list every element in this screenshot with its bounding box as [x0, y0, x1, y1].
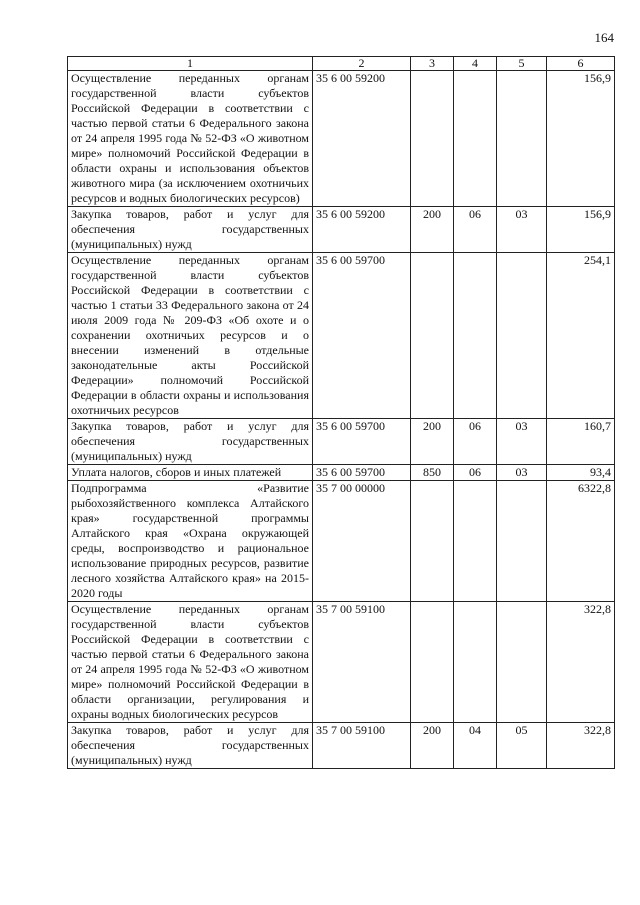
- section-code: [454, 481, 497, 602]
- table-row: [68, 253, 615, 419]
- item-name: Закупка товаров, работ и услуг для обеспечения государственных (муниципальных) нужд: [68, 419, 313, 465]
- table-row: [68, 419, 615, 465]
- section-code: 06: [454, 207, 497, 253]
- column-header: 4: [454, 57, 497, 71]
- expense-type-code: [411, 71, 454, 207]
- section-code: [454, 253, 497, 419]
- amount: 254,1: [547, 253, 615, 419]
- expense-type-code: [411, 481, 454, 602]
- table-row: [68, 465, 615, 481]
- column-header: 5: [497, 57, 547, 71]
- target-article-code: 35 6 00 59700: [313, 465, 411, 481]
- subsection-code: [497, 602, 547, 723]
- section-code: 06: [454, 419, 497, 465]
- section-code: [454, 602, 497, 723]
- section-code: 04: [454, 723, 497, 769]
- column-header: 2: [313, 57, 411, 71]
- target-article-code: 35 7 00 00000: [313, 481, 411, 602]
- item-name: Осуществление переданных органам государственной власти субъектов Российской Федерации в соответствии с частью первой статьи 6 Федерального закона от 24 апреля 1995 года № 52-ФЗ «О животном мире» полномочий Российской Федерации в области организации, регулирования и охраны водных биологических ресурсов: [68, 602, 313, 723]
- column-header: 6: [547, 57, 615, 71]
- target-article-code: 35 6 00 59700: [313, 253, 411, 419]
- column-header: 3: [411, 57, 454, 71]
- item-name: Уплата налогов, сборов и иных платежей: [68, 465, 313, 481]
- subsection-code: [497, 481, 547, 602]
- section-code: 06: [454, 465, 497, 481]
- column-header: 1: [68, 57, 313, 71]
- amount: 322,8: [547, 602, 615, 723]
- item-name: Осуществление переданных органам государственной власти субъектов Российской Федерации в соответствии с частью первой статьи 6 Федерального закона от 24 апреля 1995 года № 52-ФЗ «О животном мире» полномочий Российской Федерации в области охраны и использования объектов животного мира (за исключением охотничьих ресурсов и водных биологических ресурсов): [68, 71, 313, 207]
- expense-type-code: 850: [411, 465, 454, 481]
- item-name: Осуществление переданных органам государственной власти субъектов Российской Федерации в соответствии с частью 1 статьи 33 Федерального закона от 24 июля 2009 года № 209-ФЗ «Об охоте и о сохранении охотничьих ресурсов и о внесении изменений в отдельные законодательные акты Российской Федерации» полномочий Российской Федерации в области охраны и использования охотничьих ресурсов: [68, 253, 313, 419]
- budget-table: [67, 56, 615, 769]
- target-article-code: 35 7 00 59100: [313, 602, 411, 723]
- table-row: [68, 723, 615, 769]
- expense-type-code: [411, 253, 454, 419]
- item-name: Подпрограмма «Развитие рыбохозяйственного комплекса Алтайского края» государственной программы Алтайского края «Охрана окружающей среды, воспроизводство и рациональное использование природных ресурсов, развитие лесного хозяйства Алтайского края» на 2015-2020 годы: [68, 481, 313, 602]
- expense-type-code: 200: [411, 419, 454, 465]
- section-code: [454, 71, 497, 207]
- amount: 156,9: [547, 71, 615, 207]
- expense-type-code: 200: [411, 723, 454, 769]
- target-article-code: 35 6 00 59200: [313, 71, 411, 207]
- item-name: Закупка товаров, работ и услуг для обеспечения государственных (муниципальных) нужд: [68, 723, 313, 769]
- target-article-code: 35 7 00 59100: [313, 723, 411, 769]
- expense-type-code: [411, 602, 454, 723]
- table-row: [68, 481, 615, 602]
- amount: 6322,8: [547, 481, 615, 602]
- subsection-code: [497, 253, 547, 419]
- target-article-code: 35 6 00 59700: [313, 419, 411, 465]
- table-row: [68, 71, 615, 207]
- table-row: [68, 602, 615, 723]
- item-name: Закупка товаров, работ и услуг для обеспечения государственных (муниципальных) нужд: [68, 207, 313, 253]
- amount: 322,8: [547, 723, 615, 769]
- amount: 156,9: [547, 207, 615, 253]
- amount: 160,7: [547, 419, 615, 465]
- page-number: 164: [594, 30, 614, 45]
- subsection-code: 05: [497, 723, 547, 769]
- subsection-code: [497, 71, 547, 207]
- column-number-row: [68, 57, 615, 71]
- target-article-code: 35 6 00 59200: [313, 207, 411, 253]
- amount: 93,4: [547, 465, 615, 481]
- subsection-code: 03: [497, 465, 547, 481]
- subsection-code: 03: [497, 207, 547, 253]
- table-row: [68, 207, 615, 253]
- expense-type-code: 200: [411, 207, 454, 253]
- subsection-code: 03: [497, 419, 547, 465]
